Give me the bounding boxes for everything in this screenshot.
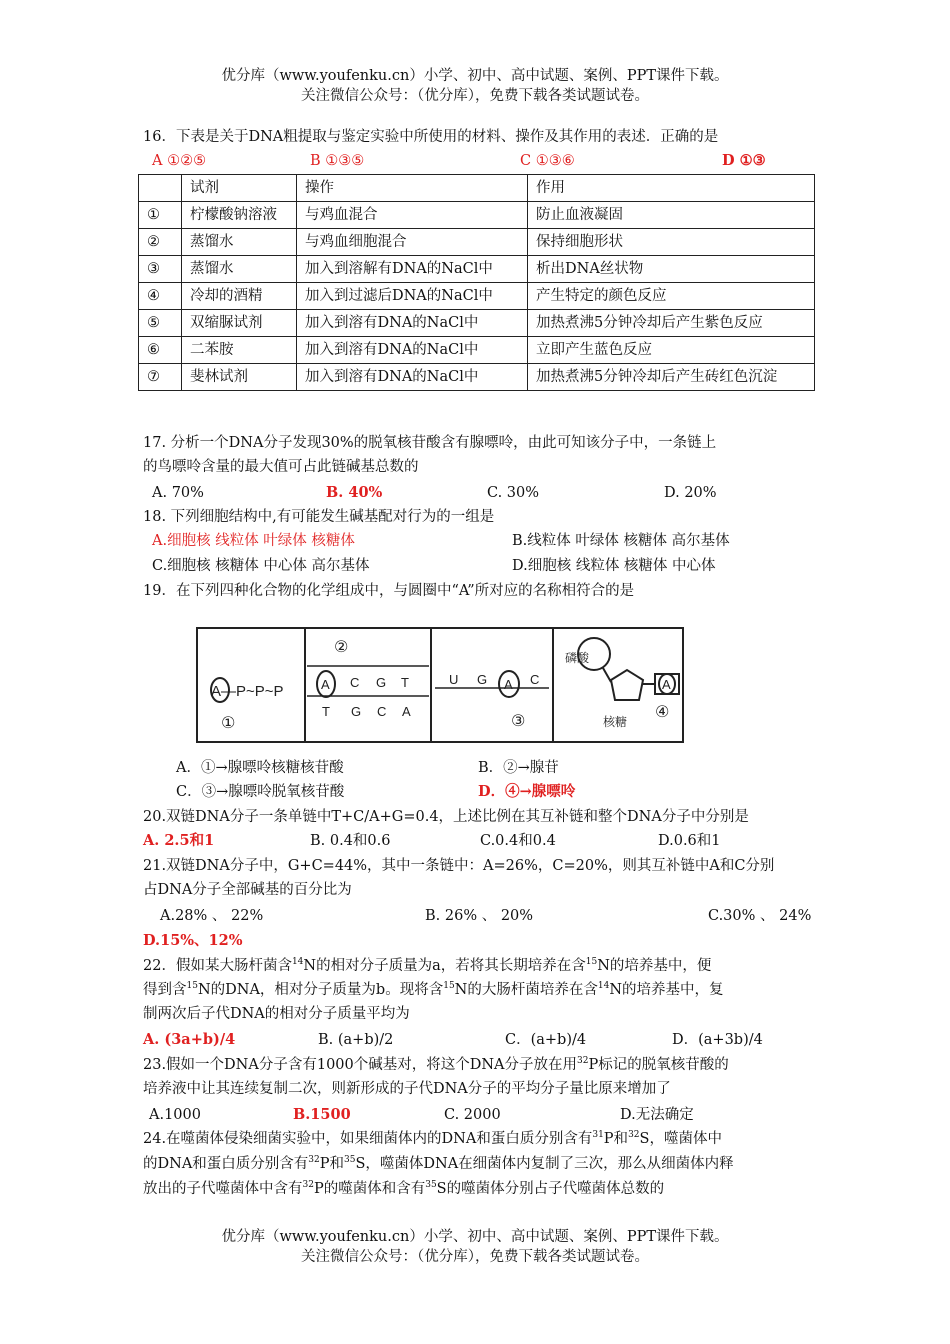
q20-option-a: A. 2.5和1 [143,832,215,849]
table-cell: 加入到溶解有DNA的NaCl中 [297,256,528,283]
q22-stem-line-3: 制两次后子代DNA的相对分子质量平均为 [143,1006,410,1022]
dna-base: G [376,675,387,690]
isotope-superscript: 15 [186,981,198,992]
table-cell: 加入到溶有DNA的NaCl中 [297,310,528,337]
dna-base: G [351,704,362,719]
isotope-superscript: 32 [628,1130,640,1141]
isotope-superscript: 32 [302,1180,314,1191]
footer-line-2: 关注微信公众号：（优分库），免费下载各类试题试卷。 [301,1249,649,1265]
q22-option-d: D．(a+3b)/4 [672,1032,763,1048]
table-cell: ⑦ [139,364,182,391]
text-segment: N的相对分子质量为a，若将其长期培养在含 [303,958,586,974]
q23-option-c: C. 2000 [444,1107,501,1123]
sugar-label: 核糖 [603,715,628,729]
text-segment: N的培养基中，复 [609,982,724,998]
panel-number-1: ① [221,715,236,732]
table-cell: 加入到溶有DNA的NaCl中 [297,337,528,364]
text-segment: P和 [603,1131,629,1147]
table-cell: 加入到溶有DNA的NaCl中 [297,364,528,391]
table-cell: 加入到过滤后DNA的NaCl中 [297,283,528,310]
rna-base: U [449,672,459,687]
table-cell: 蒸馏水 [182,256,297,283]
isotope-superscript: 35 [344,1155,356,1166]
q22-stem-line-1 [143,955,711,977]
q16-stem: 16．下表是关于DNA粗提取与鉴定实验中所使用的材料、操作及其作用的表述．正确的是 [143,129,719,145]
rna-base: A [504,677,513,692]
panel-number-4: ④ [655,704,670,721]
dna-base: T [322,704,330,719]
q23-option-d: D.无法确定 [620,1107,694,1123]
text-segment: S，噬菌体DNA在细菌体内复制了三次，那么从细菌体内释 [355,1156,734,1172]
text-segment: P的噬菌体和含有 [313,1181,426,1197]
q21-option-d: D.15%、12% [143,932,243,949]
q18-stem: 18. 下列细胞结构中,有可能发生碱基配对行为的一组是 [143,509,495,525]
table-cell: 加热煮沸5分钟冷却后产生砖红色沉淀 [528,364,815,391]
q19-stem: 19．在下列四种化合物的化学组成中，与圆圈中“A”所对应的名称相符合的是 [143,583,635,599]
table-cell: ① [139,202,182,229]
text-segment: 23.假如一个DNA分子含有1000个碱基对，将这个DNA分子放在用 [143,1057,578,1073]
table-row [139,283,815,310]
table-cell: 双缩脲试剂 [182,310,297,337]
panel-number-3: ③ [511,713,526,730]
q20-option-b: B. 0.4和0.6 [310,833,391,849]
phosphate-label: 磷酸 [565,651,590,665]
q19-option-a: A．①→腺嘌呤核糖核苷酸 [176,760,344,776]
q22-option-c: C．(a+b)/4 [505,1032,587,1048]
table-row [139,337,815,364]
table-cell: 产生特定的颜色反应 [528,283,815,310]
isotope-superscript: 35 [425,1180,437,1191]
table-row [139,256,815,283]
q22-stem-line-2 [143,979,724,1001]
q22-option-b: B. (a+b)/2 [318,1032,394,1048]
q16-table [138,174,815,391]
q16-option-d: D ①③ [722,152,766,169]
atp-formula: A—P~P~P [211,683,284,700]
table-cell: ③ [139,256,182,283]
text-segment: 得到含 [143,982,187,998]
q24-stem-line-1 [143,1128,722,1150]
q19-option-b: B．②→腺苷 [478,760,559,776]
q20-option-d: D.0.6和1 [658,833,721,849]
table-cell: ⑤ [139,310,182,337]
q16-option-a: A ①②⑤ [152,153,207,169]
isotope-superscript: 31 [592,1130,604,1141]
q17-stem-line-1: 17. 分析一个DNA分子发现30%的脱氧核苷酸含有腺嘌呤，由此可知该分子中，一条链上 [143,435,717,451]
table-cell: 二苯胺 [182,337,297,364]
text-segment: 24.在噬菌体侵染细菌实验中，如果细菌体内的DNA和蛋白质分别含有 [143,1131,593,1147]
q18-option-d: D.细胞核 线粒体 核糖体 中心体 [512,558,716,574]
text-segment: N的DNA，相对分子质量为b。现将含 [197,982,444,998]
q17-option-c: C. 30% [487,485,540,501]
table-header-cell: 作用 [528,175,815,202]
q16-option-c: C ①③⑥ [520,153,575,169]
table-cell: 与鸡血混合 [297,202,528,229]
q21-option-c: C.30% 、 24% [708,908,812,924]
q17-stem-line-2: 的鸟嘌呤含量的最大值可占此链碱基总数的 [143,459,419,475]
table-cell: 斐林试剂 [182,364,297,391]
table-cell: 冷却的酒精 [182,283,297,310]
text-segment: N的大肠杆菌培养在含 [454,982,598,998]
text-segment: P标记的脱氧核苷酸的 [588,1057,729,1073]
table-row [139,229,815,256]
table-cell: 柠檬酸钠溶液 [182,202,297,229]
q21-stem-line-2: 占DNA分子全部碱基的百分比为 [143,882,352,898]
q23-stem-line-1 [143,1054,729,1076]
q17-option-a: A. 70% [152,485,204,501]
q17-option-b: B. 40% [326,484,383,501]
q20-stem: 20.双链DNA分子一条单链中T+C/A+G=0.4，上述比例在其互补链和整个DNA分子中分别是 [143,809,749,825]
text-segment: N的培养基中，便 [597,958,712,974]
q23-stem-line-2: 培养液中让其连续复制二次，则新形成的子代DNA分子的平均分子量比原来增加了 [143,1081,671,1097]
q23-option-b: B.1500 [293,1106,351,1123]
q19-option-d: D．④→腺嘌呤 [478,783,576,800]
rna-base: C [530,672,540,687]
isotope-superscript: 32 [577,1056,589,1067]
table-cell: ② [139,229,182,256]
panel-number-2: ② [334,639,349,656]
text-segment: S，噬菌体中 [639,1131,722,1147]
q16-option-b: B ①③⑤ [310,153,365,169]
table-cell: ④ [139,283,182,310]
table-header-row [139,175,815,202]
table-cell: 立即产生蓝色反应 [528,337,815,364]
table-cell: 析出DNA丝状物 [528,256,815,283]
table-cell: 蒸馏水 [182,229,297,256]
q24-stem-line-2 [143,1153,734,1175]
q17-option-d: D. 20% [664,485,717,501]
table-header-cell: 试剂 [182,175,297,202]
table-header-cell [139,175,182,202]
dna-base: A [321,677,330,692]
header-line-1: 优分库（www.youfenku.cn）小学、初中、高中试题、案例、PPT课件下载。 [221,68,729,84]
q18-option-c: C.细胞核 核糖体 中心体 高尔基体 [152,558,370,574]
q20-option-c: C.0.4和0.4 [480,833,556,849]
text-segment: 放出的子代噬菌体中含有 [143,1181,303,1197]
table-cell: 与鸡血细胞混合 [297,229,528,256]
base-label: A [662,677,671,692]
table-row [139,202,815,229]
table-row [139,364,815,391]
text-segment: 的DNA和蛋白质分别含有 [143,1156,309,1172]
text-segment: 22．假如某大肠杆菌含 [143,958,292,974]
table-cell: 保持细胞形状 [528,229,815,256]
isotope-superscript: 32 [308,1155,320,1166]
table-cell: 加热煮沸5分钟冷却后产生紫色反应 [528,310,815,337]
table-header-cell: 操作 [297,175,528,202]
table-row [139,310,815,337]
rna-base: G [477,672,488,687]
footer-line-1: 优分库（www.youfenku.cn）小学、初中、高中试题、案例、PPT课件下载。 [221,1229,729,1245]
isotope-superscript: 15 [443,981,455,992]
dna-base: A [402,704,411,719]
dna-base: T [401,675,409,690]
text-segment: S的噬菌体分别占子代噬菌体总数的 [436,1181,665,1197]
isotope-superscript: 14 [597,981,610,992]
q21-option-b: B. 26% 、 20% [425,908,534,924]
table-cell: 防止血液凝固 [528,202,815,229]
q21-stem-line-1: 21.双链DNA分子中，G+C=44%，其中一条链中：A=26%，C=20%，则其互补链中A和C分别 [143,858,775,874]
dna-base: C [377,704,387,719]
q24-stem-line-3 [143,1178,664,1200]
q21-option-a: A.28% 、 22% [160,908,264,924]
table-cell: ⑥ [139,337,182,364]
dna-base: C [350,675,360,690]
bond-line [603,668,611,682]
isotope-superscript: 14 [291,957,304,968]
isotope-superscript: 15 [585,957,598,968]
header-line-2: 关注微信公众号：（优分库），免费下载各类试题试卷。 [301,88,649,104]
ribose-pentagon [611,670,643,700]
text-segment: P和 [319,1156,345,1172]
q18-option-a: A.细胞核 线粒体 叶绿体 核糖体 [152,533,355,549]
q23-option-a: A.1000 [149,1107,201,1123]
q19-option-c: C．③→腺嘌呤脱氧核苷酸 [176,784,345,800]
q22-option-a: A. (3a+b)/4 [143,1031,236,1048]
q18-option-b: B.线粒体 叶绿体 核糖体 高尔基体 [512,533,730,549]
q19-figure [193,624,687,746]
